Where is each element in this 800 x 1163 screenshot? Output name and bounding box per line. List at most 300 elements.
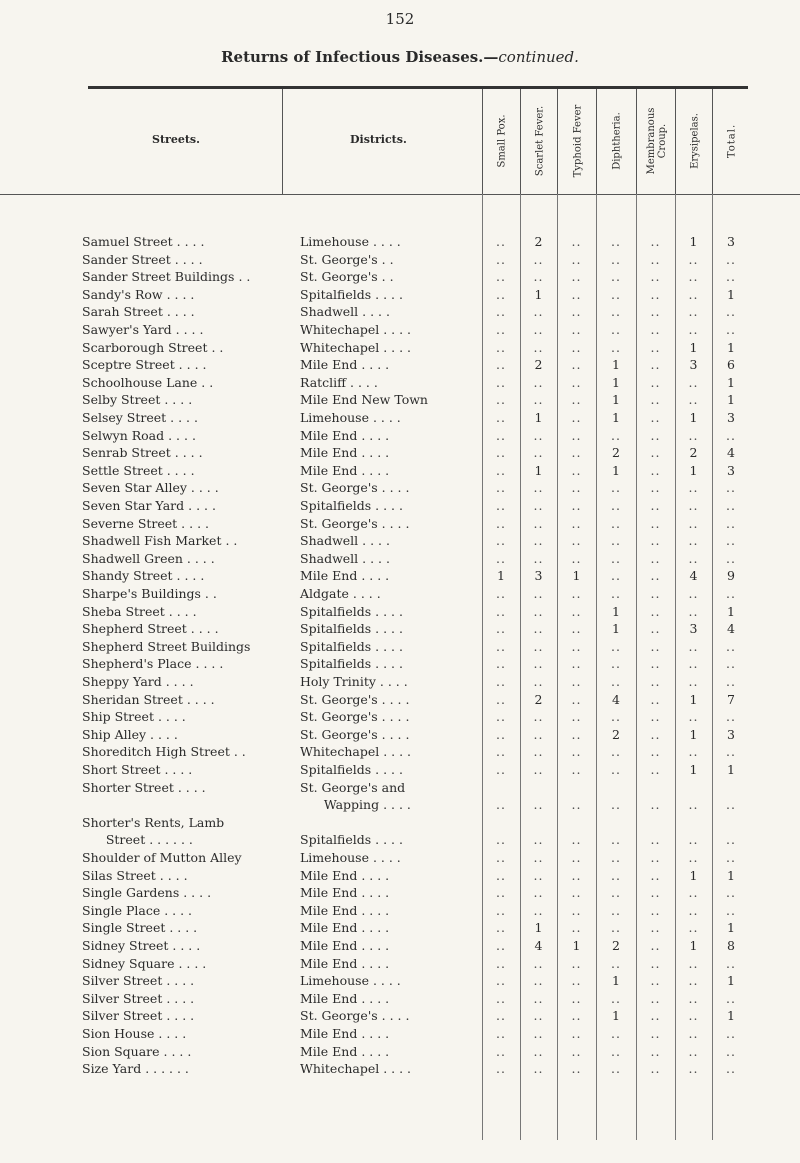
membranous-croup-value: .. (650, 550, 661, 566)
header-typhoid-fever: Typhoid Fever (572, 104, 583, 178)
district-cell: St. George's . . . . (300, 691, 410, 707)
district-cell: Shadwell . . . . (300, 304, 390, 320)
header-districts: Districts. (350, 133, 407, 146)
table-row (0, 1061, 800, 1079)
erysipelas-value: .. (688, 850, 699, 865)
scarlet-fever-value: 4 (534, 938, 543, 953)
scarlet-fever-value: 1 (534, 920, 543, 936)
street-cell: Shepherd's Place . . . . (82, 656, 224, 672)
street-cell: Short Street . . . . (82, 762, 193, 777)
membranous-croup-value: .. (650, 709, 661, 725)
typhoid-fever-value: 1 (572, 568, 581, 584)
small-pox-value: .. (496, 638, 506, 654)
district-cell: Mile End . . . . (300, 902, 390, 918)
erysipelas-value: .. (688, 374, 699, 390)
diphtheria-value: .. (611, 427, 621, 443)
typhoid-fever-value: .. (571, 1043, 582, 1059)
typhoid-fever-value: .. (571, 392, 582, 408)
scarlet-fever-value: .. (533, 955, 544, 971)
typhoid-fever-value: .. (571, 762, 582, 777)
table-row (0, 797, 800, 815)
erysipelas-value: .. (688, 955, 699, 971)
table-header (0, 89, 800, 195)
street-cell: Seven Star Alley . . . . (82, 480, 219, 496)
table-row (0, 287, 800, 305)
street-cell: Shandy Street . . . . (82, 568, 205, 584)
district-cell: St. George's . . . . (300, 709, 410, 725)
street-cell: Shoulder of Mutton Alley (82, 850, 242, 865)
total-value: .. (726, 744, 736, 760)
street-cell: Silver Street . . . . (82, 1008, 195, 1024)
scarlet-fever-value: .. (533, 973, 544, 989)
total-value: 1 (727, 286, 735, 302)
street-cell: Shoreditch High Street . . (82, 744, 246, 760)
membranous-croup-value: .. (650, 955, 661, 971)
total-value: .. (726, 885, 736, 901)
district-cell: Limehouse . . . . (300, 234, 401, 249)
membranous-croup-value: .. (650, 234, 661, 249)
typhoid-fever-value: .. (571, 867, 582, 883)
district-cell: Limehouse . . . . (300, 973, 401, 989)
erysipelas-value: 3 (689, 357, 698, 373)
diphtheria-value: 1 (612, 621, 620, 637)
membranous-croup-value: .. (650, 445, 661, 461)
diphtheria-value: 4 (612, 691, 620, 707)
total-value: 6 (727, 357, 735, 373)
small-pox-value: .. (496, 990, 506, 1006)
typhoid-fever-value: .. (571, 744, 582, 760)
header-scarlet-fever-cell (520, 89, 558, 194)
diphtheria-value: .. (611, 656, 621, 672)
street-cell: Ship Alley . . . . (82, 726, 178, 742)
table-row (0, 1008, 800, 1026)
total-value: .. (726, 990, 736, 1006)
street-cell: Shorter's Rents, Lamb (82, 814, 225, 830)
diphtheria-value: .. (611, 498, 621, 513)
membranous-croup-value: .. (650, 832, 661, 848)
table-row (0, 639, 800, 657)
diphtheria-value: .. (611, 885, 621, 901)
typhoid-fever-value: .. (571, 269, 582, 285)
scarlet-fever-value: .. (533, 850, 544, 865)
district-cell: St. George's and (300, 779, 406, 795)
typhoid-fever-value: .. (571, 973, 582, 989)
diphtheria-value: .. (611, 550, 621, 566)
membranous-croup-value: .. (650, 427, 661, 443)
district-cell: Whitechapel . . . . (300, 322, 412, 337)
table-row (0, 692, 800, 710)
scarlet-fever-value: .. (533, 498, 544, 513)
table-row (0, 428, 800, 446)
small-pox-value: .. (496, 709, 506, 725)
district-cell: Mile End . . . . (300, 1026, 390, 1041)
scarlet-fever-value: .. (533, 674, 544, 689)
district-cell: Mile End . . . . (300, 920, 390, 936)
total-value: 3 (727, 462, 735, 478)
scarlet-fever-value: .. (533, 251, 544, 267)
page-title (0, 48, 800, 66)
small-pox-value: .. (496, 850, 506, 865)
membranous-croup-value: .. (650, 498, 661, 513)
erysipelas-value: .. (688, 286, 699, 302)
street-cell: Schoolhouse Lane . . (82, 374, 214, 390)
membranous-croup-value: .. (650, 973, 661, 989)
district-cell: Mile End . . . . (300, 462, 390, 478)
total-value: .. (726, 586, 736, 601)
district-cell: Shadwell . . . . (300, 533, 390, 549)
typhoid-fever-value: .. (571, 462, 582, 478)
table-row (0, 815, 800, 833)
typhoid-fever-value: .. (571, 1026, 582, 1041)
table-row (0, 868, 800, 886)
diphtheria-value: 2 (612, 938, 620, 953)
typhoid-fever-value: .. (571, 674, 582, 689)
erysipelas-value: .. (688, 586, 699, 601)
table-row (0, 903, 800, 921)
scarlet-fever-value: .. (533, 1043, 544, 1059)
erysipelas-value: 1 (689, 234, 698, 249)
typhoid-fever-value: .. (571, 920, 582, 936)
scarlet-fever-value: 3 (534, 568, 543, 584)
title-text: Returns of Infectious Diseases.— (221, 48, 499, 66)
table-row (0, 269, 800, 287)
header-membranous-croup-cell (636, 89, 676, 194)
diphtheria-value: .. (611, 920, 621, 936)
erysipelas-value: .. (688, 902, 699, 918)
total-value: .. (726, 515, 736, 531)
erysipelas-value: 1 (689, 726, 698, 742)
district-cell: Spitalfields . . . . (300, 603, 403, 619)
small-pox-value: .. (496, 339, 506, 355)
typhoid-fever-value: .. (571, 445, 582, 461)
scarlet-fever-value: .. (533, 709, 544, 725)
scarlet-fever-value: 1 (534, 410, 543, 425)
title-continued: continued. (498, 48, 579, 66)
scarlet-fever-value: .. (533, 374, 544, 390)
diphtheria-value: .. (611, 638, 621, 654)
table-row (0, 991, 800, 1009)
street-cell: Silas Street . . . . (82, 867, 188, 883)
typhoid-fever-value: .. (571, 885, 582, 901)
district-cell: Spitalfields . . . . (300, 832, 403, 848)
table-row (0, 656, 800, 674)
header-erysipelas-cell (675, 89, 713, 194)
small-pox-value: .. (496, 480, 506, 496)
erysipelas-value: 4 (689, 568, 698, 584)
typhoid-fever-value: .. (571, 357, 582, 373)
header-membranous-croup: Membranous Croup. (645, 107, 668, 175)
membranous-croup-value: .. (650, 286, 661, 302)
street-cell: Selby Street . . . . (82, 392, 193, 408)
membranous-croup-value: .. (650, 322, 661, 337)
table-row (0, 920, 800, 938)
typhoid-fever-value: .. (571, 480, 582, 496)
small-pox-value: .. (496, 885, 506, 901)
membranous-croup-value: .. (650, 586, 661, 601)
total-value: .. (726, 1026, 736, 1041)
district-cell: Wapping . . . . (300, 797, 411, 813)
erysipelas-value: .. (688, 603, 699, 619)
scarlet-fever-value: .. (533, 744, 544, 760)
small-pox-value: .. (496, 902, 506, 918)
district-cell: Whitechapel . . . . (300, 744, 412, 760)
typhoid-fever-value: .. (571, 691, 582, 707)
total-value: 3 (727, 410, 735, 425)
small-pox-value: .. (496, 322, 506, 337)
scarlet-fever-value: .. (533, 656, 544, 672)
table-row (0, 709, 800, 727)
district-cell: Spitalfields . . . . (300, 498, 403, 513)
district-cell: Mile End . . . . (300, 955, 390, 971)
small-pox-value: .. (496, 867, 506, 883)
total-value: .. (726, 674, 736, 689)
street-cell: Senrab Street . . . . (82, 445, 203, 461)
total-value: .. (726, 1043, 736, 1059)
typhoid-fever-value: .. (571, 603, 582, 619)
table-row (0, 234, 800, 252)
diphtheria-value: .. (611, 867, 621, 883)
table-row (0, 621, 800, 639)
district-cell: Ratcliff . . . . (300, 374, 378, 390)
total-value: 1 (727, 392, 735, 408)
diphtheria-value: .. (611, 850, 621, 865)
small-pox-value: .. (496, 1008, 506, 1024)
diphtheria-value: .. (611, 251, 621, 267)
diphtheria-value: .. (611, 709, 621, 725)
scarlet-fever-value: .. (533, 445, 544, 461)
street-cell: Sceptre Street . . . . (82, 357, 207, 373)
membranous-croup-value: .. (650, 938, 661, 953)
table-row (0, 533, 800, 551)
small-pox-value: .. (496, 515, 506, 531)
membranous-croup-value: .. (650, 867, 661, 883)
small-pox-value: .. (496, 621, 506, 637)
district-cell: Mile End New Town (300, 392, 428, 408)
membranous-croup-value: .. (650, 603, 661, 619)
street-cell: Sawyer's Yard . . . . (82, 322, 204, 337)
membranous-croup-value: .. (650, 744, 661, 760)
membranous-croup-value: .. (650, 515, 661, 531)
total-value: 1 (727, 973, 735, 989)
scarlet-fever-value: .. (533, 885, 544, 901)
scarlet-fever-value: .. (533, 269, 544, 285)
table-body (0, 194, 800, 1134)
membranous-croup-value: .. (650, 251, 661, 267)
typhoid-fever-value: .. (571, 374, 582, 390)
scarlet-fever-value: .. (533, 515, 544, 531)
diphtheria-value: .. (611, 990, 621, 1006)
street-cell: Single Place . . . . (82, 902, 193, 918)
district-cell: St. George's . . . . (300, 726, 410, 742)
scarlet-fever-value: .. (533, 586, 544, 601)
diphtheria-value: 1 (612, 603, 620, 619)
street-cell: Sheppy Yard . . . . (82, 674, 194, 689)
membranous-croup-value: .. (650, 726, 661, 742)
district-cell: Limehouse . . . . (300, 410, 401, 425)
small-pox-value: .. (496, 1061, 506, 1077)
table-row (0, 252, 800, 270)
total-value: 1 (727, 339, 735, 355)
typhoid-fever-value: .. (571, 656, 582, 672)
membranous-croup-value: .. (650, 480, 661, 496)
small-pox-value: .. (496, 920, 506, 936)
scarlet-fever-value: .. (533, 638, 544, 654)
small-pox-value: .. (496, 427, 506, 443)
small-pox-value: .. (496, 1043, 506, 1059)
small-pox-value: .. (496, 392, 506, 408)
typhoid-fever-value: .. (571, 427, 582, 443)
total-value: .. (726, 709, 736, 725)
total-value: .. (726, 304, 736, 320)
membranous-croup-value: .. (650, 674, 661, 689)
membranous-croup-value: .. (650, 1043, 661, 1059)
diphtheria-value: .. (611, 234, 621, 249)
district-cell: St. George's . . . . (300, 1008, 410, 1024)
total-value: .. (726, 955, 736, 971)
street-cell: Sarah Street . . . . (82, 304, 195, 320)
district-cell: Mile End . . . . (300, 427, 390, 443)
scarlet-fever-value: .. (533, 797, 544, 813)
street-cell: Single Gardens . . . . (82, 885, 212, 901)
erysipelas-value: 2 (689, 445, 698, 461)
total-value: 4 (727, 445, 735, 461)
small-pox-value: .. (496, 586, 506, 601)
small-pox-value: .. (496, 304, 506, 320)
table-row (0, 674, 800, 692)
scarlet-fever-value: 1 (534, 462, 543, 478)
membranous-croup-value: .. (650, 462, 661, 478)
typhoid-fever-value: .. (571, 1008, 582, 1024)
scarlet-fever-value: 2 (534, 234, 543, 249)
street-cell: Sion Square . . . . (82, 1043, 192, 1059)
diphtheria-value: .. (611, 533, 621, 549)
membranous-croup-value: .. (650, 339, 661, 355)
header-scarlet-fever: Scarlet Fever. (534, 105, 545, 177)
street-cell: Shadwell Green . . . . (82, 550, 215, 566)
erysipelas-value: .. (688, 885, 699, 901)
total-value: 1 (727, 920, 735, 936)
district-cell: Mile End . . . . (300, 867, 390, 883)
district-cell: St. George's . . (300, 251, 394, 267)
district-cell: St. George's . . . . (300, 480, 410, 496)
membranous-croup-value: .. (650, 1026, 661, 1041)
district-cell: Mile End . . . . (300, 568, 390, 584)
typhoid-fever-value: .. (571, 797, 582, 813)
district-cell: Mile End . . . . (300, 1043, 390, 1059)
small-pox-value: .. (496, 744, 506, 760)
table-row (0, 762, 800, 780)
table-row (0, 498, 800, 516)
street-cell: Sharpe's Buildings . . (82, 586, 217, 601)
table-row (0, 568, 800, 586)
scarlet-fever-value: .. (533, 762, 544, 777)
diphtheria-value: 1 (612, 973, 620, 989)
erysipelas-value: .. (688, 744, 699, 760)
diphtheria-value: 1 (612, 357, 620, 373)
street-cell: Settle Street . . . . (82, 462, 195, 478)
street-cell: Shorter Street . . . . (82, 779, 206, 795)
table-row (0, 322, 800, 340)
scarlet-fever-value: .. (533, 621, 544, 637)
small-pox-value: .. (496, 251, 506, 267)
small-pox-value: .. (496, 374, 506, 390)
membranous-croup-value: .. (650, 269, 661, 285)
erysipelas-value: .. (688, 480, 699, 496)
total-value: .. (726, 1061, 736, 1077)
total-value: .. (726, 498, 736, 513)
diphtheria-value: .. (611, 339, 621, 355)
street-cell: Shepherd Street Buildings (82, 638, 251, 654)
street-cell: Single Street . . . . (82, 920, 198, 936)
diphtheria-value: .. (611, 674, 621, 689)
erysipelas-value: .. (688, 1061, 699, 1077)
district-cell: Whitechapel . . . . (300, 1061, 412, 1077)
diphtheria-value: .. (611, 744, 621, 760)
erysipelas-value: .. (688, 498, 699, 513)
table-row (0, 973, 800, 991)
diphtheria-value: 1 (612, 462, 620, 478)
membranous-croup-value: .. (650, 902, 661, 918)
street-cell: Seven Star Yard . . . . (82, 498, 216, 513)
small-pox-value: .. (496, 533, 506, 549)
diphtheria-value: .. (611, 1043, 621, 1059)
street-cell: Sandy's Row . . . . (82, 286, 195, 302)
table-row (0, 780, 800, 798)
typhoid-fever-value: .. (571, 251, 582, 267)
diphtheria-value: .. (611, 1061, 621, 1077)
total-value: 1 (727, 603, 735, 619)
table-row (0, 956, 800, 974)
total-value: .. (726, 850, 736, 865)
membranous-croup-value: .. (650, 920, 661, 936)
table-row (0, 392, 800, 410)
erysipelas-value: 1 (689, 938, 698, 953)
district-cell: Spitalfields . . . . (300, 762, 403, 777)
table-row (0, 1044, 800, 1062)
membranous-croup-value: .. (650, 656, 661, 672)
erysipelas-value: .. (688, 797, 699, 813)
membranous-croup-value: .. (650, 691, 661, 707)
small-pox-value: .. (496, 973, 506, 989)
membranous-croup-value: .. (650, 374, 661, 390)
diphtheria-value: .. (611, 797, 621, 813)
district-cell: Mile End . . . . (300, 357, 390, 373)
scarlet-fever-value: .. (533, 304, 544, 320)
typhoid-fever-value: .. (571, 339, 582, 355)
table-row (0, 938, 800, 956)
erysipelas-value: .. (688, 515, 699, 531)
diphtheria-value: .. (611, 586, 621, 601)
total-value: 3 (727, 726, 735, 742)
total-value: .. (726, 902, 736, 918)
page-number: 152 (385, 10, 415, 28)
typhoid-fever-value: .. (571, 955, 582, 971)
diphtheria-value: 1 (612, 1008, 620, 1024)
erysipelas-value: .. (688, 1008, 699, 1024)
small-pox-value: .. (496, 691, 506, 707)
typhoid-fever-value: .. (571, 832, 582, 848)
table-row (0, 604, 800, 622)
membranous-croup-value: .. (650, 1061, 661, 1077)
diphtheria-value: .. (611, 832, 621, 848)
scarlet-fever-value: .. (533, 832, 544, 848)
total-value: .. (726, 533, 736, 549)
erysipelas-value: .. (688, 1026, 699, 1041)
district-cell: St. George's . . (300, 269, 394, 285)
street-cell: Sheridan Street . . . . (82, 691, 215, 707)
erysipelas-value: 1 (689, 762, 698, 777)
small-pox-value: .. (496, 498, 506, 513)
